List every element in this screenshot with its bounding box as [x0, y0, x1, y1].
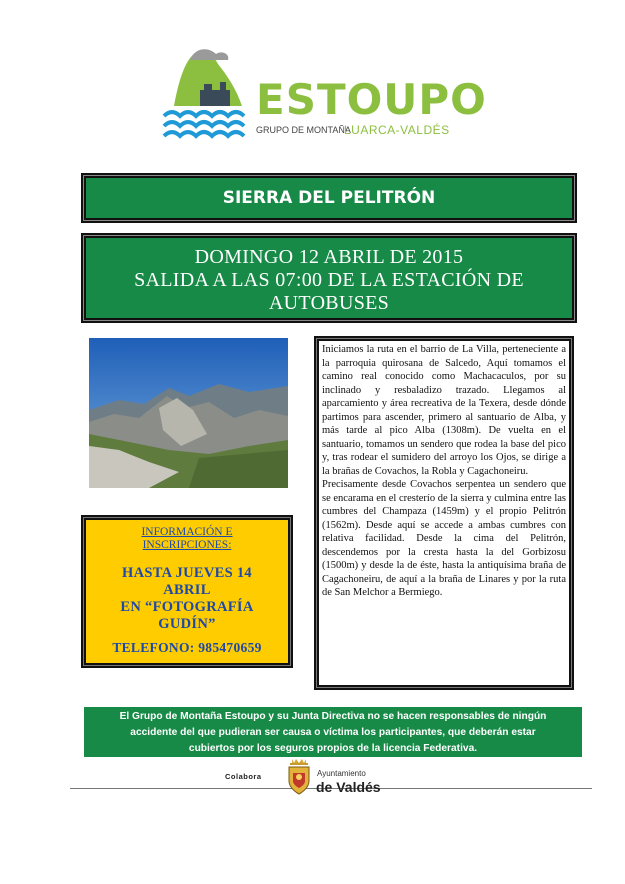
- disclaimer-line1: El Grupo de Montaña Estoupo y su Junta Directiva no se hacen responsables de ningún: [119, 711, 547, 722]
- info-heading-line2: INSCRIPCIONES:: [142, 539, 232, 551]
- event-date: DOMINGO 12 ABRIL DE 2015: [194, 246, 464, 268]
- info-heading-line1: INFORMACIÓN E: [141, 526, 233, 538]
- info-box: [84, 518, 290, 665]
- event-departure-line1: SALIDA A LAS 07:00 DE LA ESTACIÓN DE: [134, 269, 524, 291]
- info-deadline-line2: ABRIL: [163, 582, 211, 598]
- sponsor-line2: de Valdés: [316, 779, 381, 795]
- info-heading: [86, 526, 288, 552]
- colabora-label: Colabora: [225, 772, 262, 781]
- logo-title: ESTOUPO: [256, 75, 487, 124]
- description-paragraph-2: Precisamente desde Covachos serpentea un sendero que se encarama en el cresterío de la sierra y culmina entre las cumbres del Champaza (1459m) y el propio Pelitrón (1562m). Desde aquí se accede a ambas cumbres con relativa facilidad. Desde la cima del Pelitrón, descendemos por la cresta hasta la del Gorbizosu (1500m) y desde la de éste, hasta la antiquísima braña de Cagachoneiru, de aquí a la braña de Linares y por la ruta de San Melchor a Bermiego.: [322, 479, 566, 598]
- logo-subtitle-place: LUARCA-VALDÉS: [344, 123, 450, 137]
- route-description: [317, 339, 571, 687]
- title-banner: [84, 176, 574, 220]
- sponsor-line1: Ayuntamiento: [317, 769, 366, 778]
- info-phone: TELEFONO: 985470659: [112, 640, 262, 655]
- info-deadline-line1: HASTA JUEVES 14: [122, 565, 252, 581]
- disclaimer-line2: accidente del que pudieran ser causa o víctima los participantes, que deberán estar: [130, 727, 536, 738]
- page-title: SIERRA DEL PELITRÓN: [222, 188, 436, 208]
- logo-subtitle-group: GRUPO DE MONTAÑA: [256, 125, 351, 135]
- info-place-line1: EN “FOTOGRAFÍA: [120, 599, 254, 615]
- info-place-line2: GUDÍN”: [158, 616, 216, 632]
- disclaimer-line3: cubiertos por los seguros propios de la licencia Federativa.: [188, 743, 478, 754]
- estoupo-logo-icon: [160, 44, 252, 142]
- description-paragraph-1: Iniciamos la ruta en el barrio de La Villa, perteneciente a la parroquia quirosana de Salcedo, Aquí tomamos el camino real conocido como Machacaculos, por su inclinado y resbaladizo trazado. Llegamos al aparcamiento y área recreativa de la Texera, desde dónde partimos para ascender, primero al santuario de Alba, y más tarde al pico Alba (1308m). De vuelta en el santuario, tomamos un sendero que rodea la base del pico y, tras rodear el sumidero del arroyo los Ojos, se dirige a la brañas de Covachos, la Robla y Cagachoneiru.: [322, 344, 566, 477]
- valdes-crest-icon: [286, 759, 312, 795]
- event-departure-line2: AUTOBUSES: [268, 292, 390, 314]
- mountain-photo: [89, 338, 288, 488]
- disclaimer-banner: [84, 707, 582, 757]
- date-banner: [84, 236, 574, 320]
